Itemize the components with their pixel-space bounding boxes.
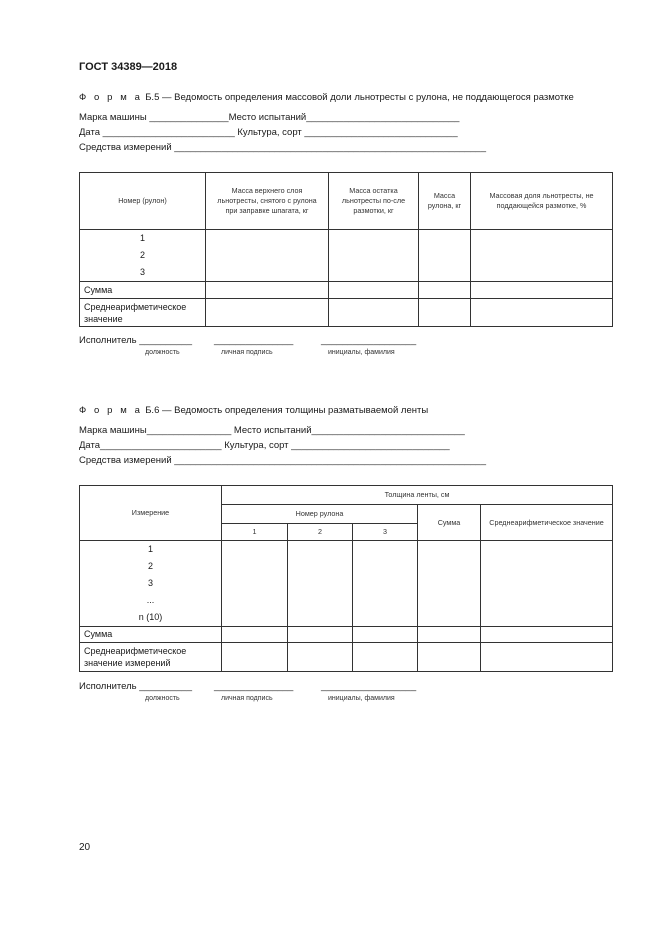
form5-caption-name: инициалы, фамилия: [328, 349, 395, 356]
form5-title-text: Б.5 — Ведомость определения массовой доли льнотресты с рулона, не поддающегося размотке: [142, 92, 574, 103]
form5-name-line: __________________: [321, 335, 417, 346]
form5-col-number: Номер (рулон): [80, 173, 206, 230]
form5-row-numbers: [80, 230, 206, 282]
form6-col-roll-number: Номер рулона: [222, 505, 418, 524]
form6-signature-line: _______________: [214, 681, 294, 692]
form6-title-prefix: Ф о р м а: [79, 405, 143, 416]
form6-caption-name: инициалы, фамилия: [328, 695, 395, 702]
form5-sum-label: Сумма: [80, 282, 206, 299]
form6-table: [79, 485, 613, 672]
form6-header-row-1: [80, 486, 613, 505]
form5-signature-label: Исполнитель __________: [79, 335, 193, 346]
form6-line-machine: Марка машины________________ Место испытаний_____________________________: [79, 425, 465, 436]
form6-roll-2: 2: [288, 524, 353, 541]
form6-roll-3: 3: [353, 524, 418, 541]
form5-signature-line: _______________: [214, 335, 294, 346]
form5-cell-empty: [206, 230, 329, 282]
form6-caption-signature: личная подпись: [221, 695, 273, 702]
form6-data-rows: [80, 541, 613, 627]
table-row-number: 2: [147, 561, 153, 571]
form5-line-machine: Марка машины _______________Место испытаний_____________________________: [79, 112, 460, 123]
form5-line-instruments: Средства измерений ___________________________________________________________: [79, 142, 486, 153]
form6-col-average: Среднеарифметическое значение: [481, 505, 613, 541]
page-number: 20: [79, 842, 91, 853]
table-row-number: 2: [139, 250, 145, 260]
form6-col-thickness: Толщина ленты, см: [222, 486, 613, 505]
form5-avg-label: Среднеарифметическое значение: [80, 299, 206, 327]
table-row-number: 1: [147, 544, 153, 554]
table-row-number: 1: [139, 233, 145, 243]
form6-sum-label: Сумма: [80, 627, 222, 643]
form5-table: [79, 172, 613, 327]
form5-caption-position: должность: [145, 349, 180, 356]
table-row-number: 3: [139, 267, 145, 277]
form6-col-measurement: Измерение: [80, 486, 222, 541]
form6-avg-label: Среднеарифметическое значение измерений: [80, 643, 222, 672]
form5-title: [79, 92, 574, 103]
form6-title-text: Б.6 — Ведомость определения толщины разматываемой ленты: [142, 405, 429, 416]
document-header: ГОСТ 34389—2018: [79, 61, 178, 73]
form6-title: [79, 405, 428, 416]
form6-sum-row: [80, 627, 613, 643]
form5-col-remainder-mass: Масса остатка льнотресты по-сле размотки, кг: [329, 173, 419, 230]
form5-cell-empty: [329, 230, 419, 282]
form5-caption-signature: личная подпись: [221, 349, 273, 356]
form6-line-instruments: Средства измерений ___________________________________________________________: [79, 455, 486, 466]
form6-row-numbers: [80, 541, 222, 627]
form6-roll-1: 1: [222, 524, 288, 541]
form6-line-date: Дата_______________________ Культура, сорт ______________________________: [79, 440, 450, 451]
table-row-number: n (10): [138, 612, 163, 622]
form6-avg-row: [80, 643, 613, 672]
form5-col-mass-fraction: Массовая доля льнотресты, не поддающейся размотке, %: [471, 173, 613, 230]
form5-avg-row: [80, 299, 613, 327]
form6-caption-position: должность: [145, 695, 180, 702]
table-row-number: 3: [147, 578, 153, 588]
form6-signature-label: Исполнитель __________: [79, 681, 193, 692]
form5-cell-empty: [471, 230, 613, 282]
form5-title-prefix: Ф о р м а: [79, 92, 143, 103]
form5-line-date: Дата _________________________ Культура, сорт _____________________________: [79, 127, 458, 138]
form5-col-top-layer-mass: Масса верхнего слоя льнотресты, снятого с рулона при заправке шпагата, кг: [206, 173, 329, 230]
form5-header-row: [80, 173, 613, 230]
form5-cell-empty: [419, 230, 471, 282]
form6-name-line: __________________: [321, 681, 417, 692]
form5-data-rows: [80, 230, 613, 282]
form5-col-roll-mass: Масса рулона, кг: [419, 173, 471, 230]
form6-col-sum: Сумма: [418, 505, 481, 541]
form5-sum-row: [80, 282, 613, 299]
table-row-number: ...: [146, 595, 155, 605]
